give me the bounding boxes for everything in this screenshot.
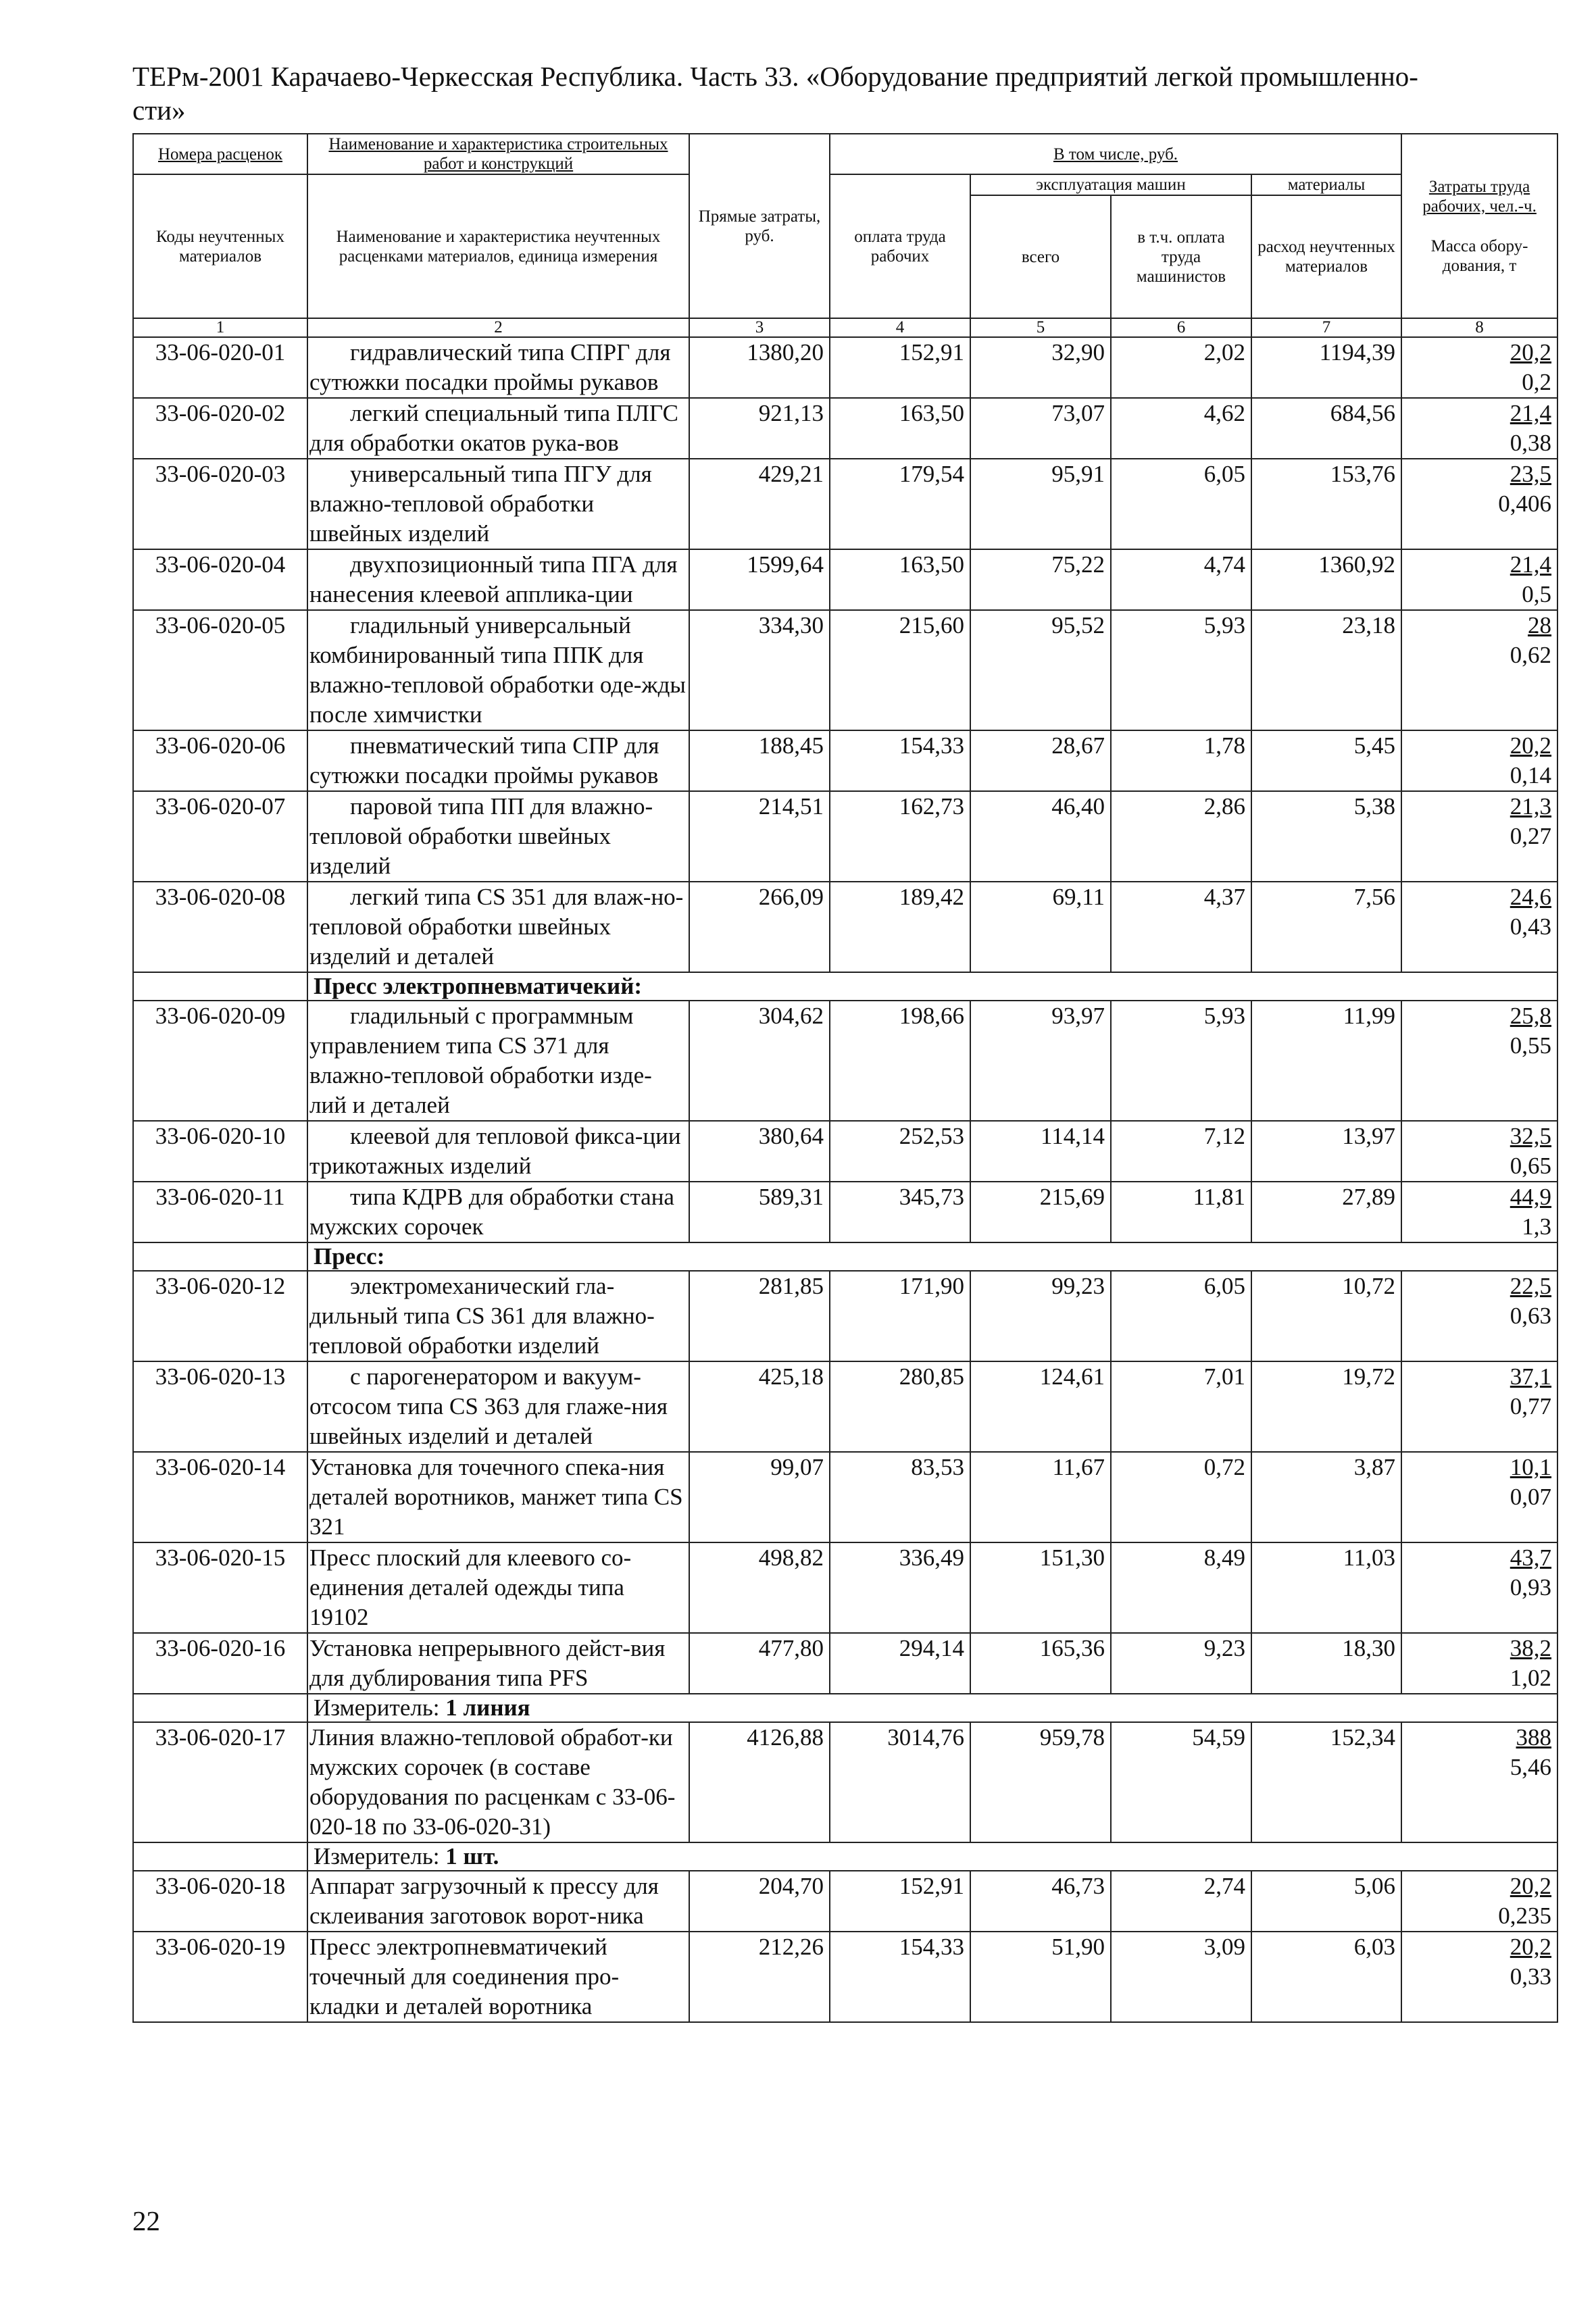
group-empty-cell: [133, 1694, 307, 1722]
labor-pay-cell: 345,73: [830, 1182, 970, 1242]
equipment-mass-value: 0,93: [1510, 1574, 1552, 1601]
machines-cell: 114,14: [970, 1121, 1111, 1182]
labor-hours-value: 20,2: [1510, 1934, 1552, 1960]
work-name-cell: универсальный типа ПГУ для влажно-тепловой обработки швейных изделий: [307, 459, 689, 549]
header-machines: эксплуатация машин: [970, 174, 1251, 195]
machinists-pay-cell: 7,12: [1111, 1121, 1251, 1182]
direct-costs-cell: 281,85: [689, 1271, 830, 1361]
work-name-cell: Установка для точечного спека-ния деталей воротников, манжет типа CS 321: [307, 1452, 689, 1542]
column-numbers-row: [133, 318, 1557, 337]
labor-pay-cell: 336,49: [830, 1542, 970, 1633]
equipment-mass-value: 0,55: [1510, 1032, 1552, 1059]
direct-costs-cell: 380,64: [689, 1121, 830, 1182]
table-row: [133, 882, 1557, 972]
measure-row: [133, 1694, 1557, 1722]
measure-row: [133, 1842, 1557, 1871]
header-labor-hours: Затраты труда рабочих, чел.-ч.: [1422, 177, 1537, 216]
header-material-name: Наименование и характеристика неучтенных расценками материалов, единица измерения: [307, 174, 689, 318]
materials-cell: 5,38: [1251, 791, 1401, 882]
rate-code-cell: 33-06-020-13: [133, 1361, 307, 1452]
header-labor-pay: оплата труда рабочих: [830, 174, 970, 318]
header-work-name: Наименование и характеристика строительных работ и конструкций: [307, 134, 689, 174]
machines-cell: 32,90: [970, 337, 1111, 398]
labor-hours-value: 21,4: [1510, 551, 1552, 578]
labor-mass-cell: [1401, 398, 1557, 459]
materials-cell: 6,03: [1251, 1932, 1401, 2022]
header-equipment-mass: Масса обору-дования, т: [1430, 236, 1528, 275]
labor-pay-cell: 163,50: [830, 549, 970, 610]
equipment-mass-value: 0,5: [1522, 581, 1552, 607]
labor-pay-cell: 179,54: [830, 459, 970, 549]
materials-cell: 11,03: [1251, 1542, 1401, 1633]
labor-hours-value: 10,1: [1510, 1454, 1552, 1480]
machinists-pay-cell: 54,59: [1111, 1722, 1251, 1842]
table-row: [133, 398, 1557, 459]
machinists-pay-cell: 9,23: [1111, 1633, 1251, 1694]
table-row: [133, 1121, 1557, 1182]
measure-prefix: Измеритель:: [314, 1694, 446, 1721]
header-materials-spent: расход неучтенных материалов: [1251, 195, 1401, 318]
labor-hours-value: 21,4: [1510, 400, 1552, 426]
materials-cell: 11,99: [1251, 1001, 1401, 1121]
rate-code-cell: 33-06-020-09: [133, 1001, 307, 1121]
rates-table: [132, 133, 1558, 2023]
machinists-pay-cell: 2,02: [1111, 337, 1251, 398]
measure-label: [307, 1694, 1557, 1722]
labor-pay-cell: 83,53: [830, 1452, 970, 1542]
work-name-cell: гладильный с программным управлением типа CS 371 для влажно-тепловой обработки изде-лий и деталей: [307, 1001, 689, 1121]
machines-cell: 959,78: [970, 1722, 1111, 1842]
labor-hours-value: 28: [1528, 612, 1552, 638]
table-row: [133, 791, 1557, 882]
labor-hours-value: 22,5: [1510, 1273, 1552, 1299]
header-material-codes: Коды неучтенных материалов: [133, 174, 307, 318]
labor-hours-value: 20,2: [1510, 1873, 1552, 1899]
labor-mass-cell: [1401, 1871, 1557, 1932]
rate-code-cell: 33-06-020-14: [133, 1452, 307, 1542]
labor-hours-value: 44,9: [1510, 1184, 1552, 1210]
machinists-pay-cell: 4,62: [1111, 398, 1251, 459]
table-body: [133, 337, 1557, 2022]
work-name-cell: гидравлический типа СПРГ для сутюжки посадки проймы рукавов: [307, 337, 689, 398]
materials-cell: 27,89: [1251, 1182, 1401, 1242]
work-name-cell: Пресс электропневматичекий точечный для соединения про-кладки и деталей воротника: [307, 1932, 689, 2022]
work-name-cell: типа КДРВ для обработки стана мужских сорочек: [307, 1182, 689, 1242]
labor-hours-value: 20,2: [1510, 732, 1552, 759]
work-name-cell: с парогенератором и вакуум-отсосом типа CS 363 для глаже-ния швейных изделий и деталей: [307, 1361, 689, 1452]
equipment-mass-value: 0,63: [1510, 1303, 1552, 1329]
column-number: 1: [133, 318, 307, 337]
direct-costs-cell: 304,62: [689, 1001, 830, 1121]
labor-pay-cell: 294,14: [830, 1633, 970, 1694]
work-name-cell: Аппарат загрузочный к прессу для склеивания заготовок ворот-ника: [307, 1871, 689, 1932]
work-name-cell: Линия влажно-тепловой обработ-ки мужских сорочек (в составе оборудования по расценкам с 33-06-020-18 по 33-06-020-31): [307, 1722, 689, 1842]
labor-hours-value: 24,6: [1510, 884, 1552, 910]
labor-pay-cell: 215,60: [830, 610, 970, 730]
labor-pay-cell: 198,66: [830, 1001, 970, 1121]
machinists-pay-cell: 0,72: [1111, 1452, 1251, 1542]
machinists-pay-cell: 11,81: [1111, 1182, 1251, 1242]
rate-code-cell: 33-06-020-04: [133, 549, 307, 610]
machines-cell: 73,07: [970, 398, 1111, 459]
machinists-pay-cell: 5,93: [1111, 1001, 1251, 1121]
group-empty-cell: [133, 1242, 307, 1271]
page-title: ТЕРм-2001 Карачаево-Черкесская Республика. Часть 33. «Оборудование предприятий легкой промышленно-сти»: [132, 61, 1418, 126]
machines-cell: 75,22: [970, 549, 1111, 610]
rate-code-cell: 33-06-020-01: [133, 337, 307, 398]
machines-cell: 151,30: [970, 1542, 1111, 1633]
work-name-cell: гладильный универсальный комбинированный типа ППК для влажно-тепловой обработки оде-жды после химчистки: [307, 610, 689, 730]
labor-hours-value: 25,8: [1510, 1003, 1552, 1029]
rate-code-cell: 33-06-020-08: [133, 882, 307, 972]
column-number: 8: [1401, 318, 1557, 337]
direct-costs-cell: 1380,20: [689, 337, 830, 398]
direct-costs-cell: 212,26: [689, 1932, 830, 2022]
machinists-pay-cell: 3,09: [1111, 1932, 1251, 2022]
labor-hours-value: 32,5: [1510, 1123, 1552, 1149]
equipment-mass-value: 0,77: [1510, 1393, 1552, 1419]
direct-costs-cell: 334,30: [689, 610, 830, 730]
rate-code-cell: 33-06-020-17: [133, 1722, 307, 1842]
header-rate-numbers: Номера расценок: [133, 134, 307, 174]
direct-costs-cell: 425,18: [689, 1361, 830, 1452]
rate-code-cell: 33-06-020-18: [133, 1871, 307, 1932]
labor-pay-cell: 252,53: [830, 1121, 970, 1182]
header-machinists-pay: в т.ч. оплата труда машинистов: [1111, 195, 1251, 318]
machinists-pay-cell: 8,49: [1111, 1542, 1251, 1633]
labor-mass-cell: [1401, 791, 1557, 882]
labor-pay-cell: 171,90: [830, 1271, 970, 1361]
materials-cell: 1360,92: [1251, 549, 1401, 610]
rate-code-cell: 33-06-020-06: [133, 730, 307, 791]
rate-code-cell: 33-06-020-03: [133, 459, 307, 549]
machinists-pay-cell: 1,78: [1111, 730, 1251, 791]
table-header: [133, 134, 1557, 337]
header-materials: материалы: [1251, 174, 1401, 195]
group-heading-row: [133, 972, 1557, 1001]
table-row: [133, 1182, 1557, 1242]
direct-costs-cell: 498,82: [689, 1542, 830, 1633]
labor-mass-cell: [1401, 1121, 1557, 1182]
direct-costs-cell: 204,70: [689, 1871, 830, 1932]
group-heading: Пресс:: [307, 1242, 1557, 1271]
machines-cell: 93,97: [970, 1001, 1111, 1121]
group-empty-cell: [133, 972, 307, 1001]
table-row: [133, 1361, 1557, 1452]
machinists-pay-cell: 4,74: [1111, 549, 1251, 610]
machinists-pay-cell: 6,05: [1111, 459, 1251, 549]
group-heading: Пресс электропневматичекий:: [307, 972, 1557, 1001]
table-row: [133, 1542, 1557, 1633]
rate-code-cell: 33-06-020-15: [133, 1542, 307, 1633]
equipment-mass-value: 0,65: [1510, 1153, 1552, 1179]
measure-unit: 1 шт.: [445, 1843, 499, 1869]
rate-code-cell: 33-06-020-11: [133, 1182, 307, 1242]
labor-pay-cell: 152,91: [830, 337, 970, 398]
labor-mass-cell: [1401, 882, 1557, 972]
direct-costs-cell: 99,07: [689, 1452, 830, 1542]
labor-pay-cell: 163,50: [830, 398, 970, 459]
labor-mass-cell: [1401, 549, 1557, 610]
table-row: [133, 549, 1557, 610]
materials-cell: 10,72: [1251, 1271, 1401, 1361]
labor-mass-cell: [1401, 459, 1557, 549]
header-labor-mass: [1401, 134, 1557, 318]
labor-pay-cell: 189,42: [830, 882, 970, 972]
materials-cell: 1194,39: [1251, 337, 1401, 398]
column-number: 2: [307, 318, 689, 337]
work-name-cell: клеевой для тепловой фикса-ции трикотажных изделий: [307, 1121, 689, 1182]
labor-pay-cell: 152,91: [830, 1871, 970, 1932]
labor-mass-cell: [1401, 610, 1557, 730]
work-name-cell: Установка непрерывного дейст-вия для дублирования типа PFS: [307, 1633, 689, 1694]
rate-code-cell: 33-06-020-19: [133, 1932, 307, 2022]
labor-pay-cell: 154,33: [830, 730, 970, 791]
labor-pay-cell: 280,85: [830, 1361, 970, 1452]
direct-costs-cell: 429,21: [689, 459, 830, 549]
work-name-cell: двухпозиционный типа ПГА для нанесения клеевой апплика-ции: [307, 549, 689, 610]
page-number: 22: [132, 2205, 160, 2236]
header-including: В том числе, руб.: [830, 134, 1401, 174]
labor-mass-cell: [1401, 1722, 1557, 1842]
machines-cell: 95,91: [970, 459, 1111, 549]
group-heading-row: [133, 1242, 1557, 1271]
labor-hours-value: 23,5: [1510, 461, 1552, 487]
direct-costs-cell: 1599,64: [689, 549, 830, 610]
equipment-mass-value: 0,07: [1510, 1484, 1552, 1510]
labor-mass-cell: [1401, 1542, 1557, 1633]
equipment-mass-value: 0,62: [1510, 642, 1552, 668]
table-row: [133, 610, 1557, 730]
rate-code-cell: 33-06-020-02: [133, 398, 307, 459]
labor-mass-cell: [1401, 730, 1557, 791]
labor-hours-value: 38,2: [1510, 1635, 1552, 1661]
direct-costs-cell: 214,51: [689, 791, 830, 882]
table-row: [133, 1932, 1557, 2022]
work-name-cell: Пресс плоский для клеевого со-единения деталей одежды типа 19102: [307, 1542, 689, 1633]
column-number: 3: [689, 318, 830, 337]
rate-code-cell: 33-06-020-07: [133, 791, 307, 882]
machines-cell: 95,52: [970, 610, 1111, 730]
direct-costs-cell: 4126,88: [689, 1722, 830, 1842]
direct-costs-cell: 266,09: [689, 882, 830, 972]
rate-code-cell: 33-06-020-10: [133, 1121, 307, 1182]
machines-cell: 165,36: [970, 1633, 1111, 1694]
materials-cell: 18,30: [1251, 1633, 1401, 1694]
machines-cell: 69,11: [970, 882, 1111, 972]
machines-cell: 51,90: [970, 1932, 1111, 2022]
direct-costs-cell: 188,45: [689, 730, 830, 791]
column-number: 5: [970, 318, 1111, 337]
rate-code-cell: 33-06-020-12: [133, 1271, 307, 1361]
machines-cell: 11,67: [970, 1452, 1111, 1542]
measure-label: [307, 1842, 1557, 1871]
direct-costs-cell: 921,13: [689, 398, 830, 459]
table-row: [133, 1271, 1557, 1361]
materials-cell: 7,56: [1251, 882, 1401, 972]
column-number: 6: [1111, 318, 1251, 337]
machines-cell: 99,23: [970, 1271, 1111, 1361]
labor-mass-cell: [1401, 1001, 1557, 1121]
machinists-pay-cell: 2,86: [1111, 791, 1251, 882]
measure-prefix: Измеритель:: [314, 1843, 446, 1869]
materials-cell: 5,06: [1251, 1871, 1401, 1932]
labor-mass-cell: [1401, 1271, 1557, 1361]
materials-cell: 3,87: [1251, 1452, 1401, 1542]
materials-cell: 5,45: [1251, 730, 1401, 791]
equipment-mass-value: 1,3: [1522, 1213, 1552, 1240]
labor-mass-cell: [1401, 1182, 1557, 1242]
table-row: [133, 337, 1557, 398]
rate-code-cell: 33-06-020-05: [133, 610, 307, 730]
table-row: [133, 1871, 1557, 1932]
labor-hours-value: 21,3: [1510, 793, 1552, 820]
table-row: [133, 1001, 1557, 1121]
labor-mass-cell: [1401, 1452, 1557, 1542]
materials-cell: 152,34: [1251, 1722, 1401, 1842]
equipment-mass-value: 0,38: [1510, 430, 1552, 456]
machines-cell: 215,69: [970, 1182, 1111, 1242]
work-name-cell: электромеханический гла-дильный типа CS 361 для влажно-тепловой обработки изделий: [307, 1271, 689, 1361]
header-direct-costs: Прямые затраты, руб.: [689, 134, 830, 318]
machines-cell: 124,61: [970, 1361, 1111, 1452]
group-empty-cell: [133, 1842, 307, 1871]
machines-cell: 46,73: [970, 1871, 1111, 1932]
machines-cell: 28,67: [970, 730, 1111, 791]
column-number: 7: [1251, 318, 1401, 337]
machinists-pay-cell: 2,74: [1111, 1871, 1251, 1932]
work-name-cell: паровой типа ПП для влажно-тепловой обработки швейных изделий: [307, 791, 689, 882]
materials-cell: 19,72: [1251, 1361, 1401, 1452]
machinists-pay-cell: 6,05: [1111, 1271, 1251, 1361]
work-name-cell: пневматический типа СПР для сутюжки посадки проймы рукавов: [307, 730, 689, 791]
materials-cell: 23,18: [1251, 610, 1401, 730]
labor-hours-value: 388: [1516, 1724, 1552, 1751]
equipment-mass-value: 1,02: [1510, 1665, 1552, 1691]
table-row: [133, 1633, 1557, 1694]
work-name-cell: легкий специальный типа ПЛГС для обработки окатов рука-вов: [307, 398, 689, 459]
materials-cell: 684,56: [1251, 398, 1401, 459]
equipment-mass-value: 5,46: [1510, 1754, 1552, 1780]
work-name-cell: легкий типа CS 351 для влаж-но-тепловой обработки швейных изделий и деталей: [307, 882, 689, 972]
labor-hours-value: 43,7: [1510, 1544, 1552, 1571]
machines-cell: 46,40: [970, 791, 1111, 882]
equipment-mass-value: 0,43: [1510, 913, 1552, 940]
direct-costs-cell: 589,31: [689, 1182, 830, 1242]
machinists-pay-cell: 4,37: [1111, 882, 1251, 972]
machinists-pay-cell: 7,01: [1111, 1361, 1251, 1452]
equipment-mass-value: 0,14: [1510, 762, 1552, 788]
equipment-mass-value: 0,2: [1522, 369, 1552, 395]
equipment-mass-value: 0,27: [1510, 823, 1552, 849]
equipment-mass-value: 0,406: [1498, 491, 1552, 517]
table-row: [133, 459, 1557, 549]
materials-cell: 153,76: [1251, 459, 1401, 549]
labor-hours-value: 37,1: [1510, 1363, 1552, 1390]
measure-unit: 1 линия: [445, 1694, 530, 1721]
labor-pay-cell: 162,73: [830, 791, 970, 882]
direct-costs-cell: 477,80: [689, 1633, 830, 1694]
labor-mass-cell: [1401, 337, 1557, 398]
header-machines-total: всего: [970, 195, 1111, 318]
labor-pay-cell: 3014,76: [830, 1722, 970, 1842]
labor-mass-cell: [1401, 1932, 1557, 2022]
materials-cell: 13,97: [1251, 1121, 1401, 1182]
labor-mass-cell: [1401, 1633, 1557, 1694]
column-number: 4: [830, 318, 970, 337]
labor-hours-value: 20,2: [1510, 339, 1552, 366]
table-row: [133, 1722, 1557, 1842]
rate-code-cell: 33-06-020-16: [133, 1633, 307, 1694]
table-row: [133, 1452, 1557, 1542]
labor-mass-cell: [1401, 1361, 1557, 1452]
labor-pay-cell: 154,33: [830, 1932, 970, 2022]
table-row: [133, 730, 1557, 791]
machinists-pay-cell: 5,93: [1111, 610, 1251, 730]
equipment-mass-value: 0,33: [1510, 1963, 1552, 1990]
equipment-mass-value: 0,235: [1498, 1903, 1552, 1929]
